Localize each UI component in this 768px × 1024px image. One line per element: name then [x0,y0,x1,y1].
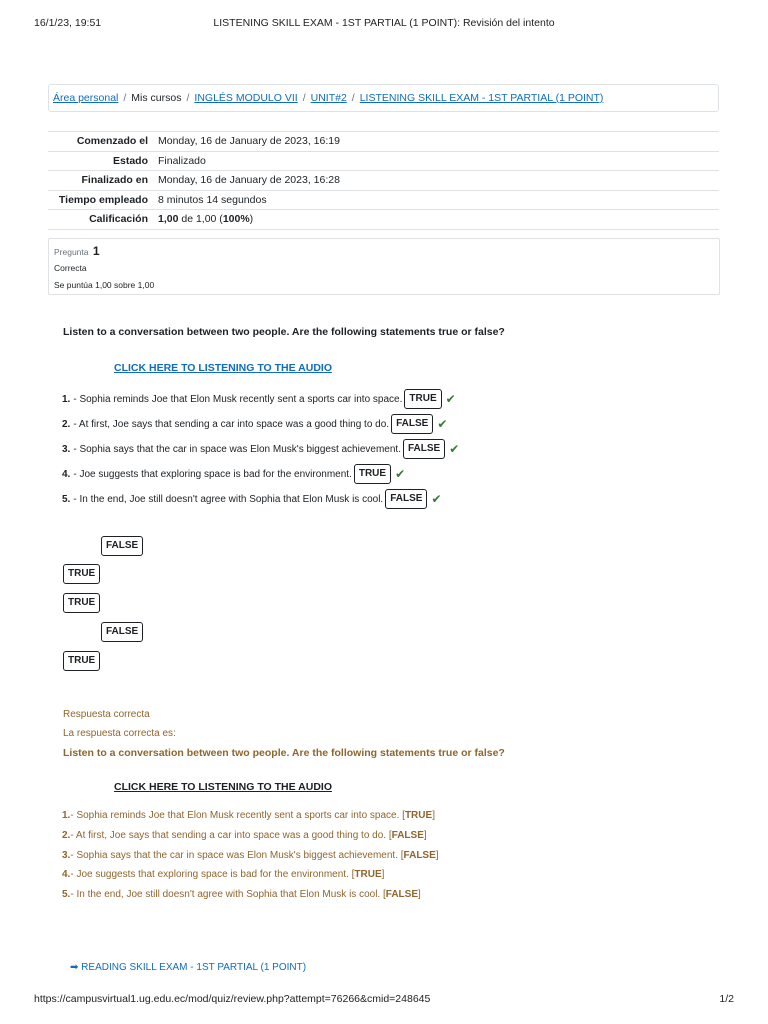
statement-row [62,413,447,435]
statement-number: 2. [62,418,71,430]
question-text: Listen to a conversation between two people. Are the following statements true or false? [63,326,505,338]
summary-label: Finalizado en [48,171,152,191]
feedback-number: 1. [62,810,71,821]
feedback-close: ] [423,830,427,841]
summary-value: Monday, 16 de January de 2023, 16:28 [152,171,719,191]
draggable-choice-false[interactable]: FALSE [101,536,143,556]
question-number [54,244,100,258]
draggable-choice-true[interactable]: TRUE [63,651,100,671]
feedback-text: - Joe suggests that exploring space is bad for the environment. [ [70,869,355,880]
feedback-statement [62,810,435,821]
statement-text: - Sophia reminds Joe that Elon Musk recently sent a sports car into space. [73,393,403,405]
next-activity-link[interactable] [70,962,306,973]
feedback-key: TRUE [354,869,382,880]
breadcrumb-separator: / [302,92,306,104]
breadcrumb-quiz-link[interactable]: LISTENING SKILL EXAM - 1ST PARTIAL (1 POINT) [359,92,604,104]
question-label: Pregunta [54,247,89,257]
grade-percent: 100% [222,213,250,225]
feedback-key: FALSE [403,850,436,861]
statement-row [62,438,459,460]
statement-number: 5. [62,493,71,505]
breadcrumb-course-link[interactable]: INGLÉS MODULO VII [194,92,298,104]
feedback-question-text: Listen to a conversation between two people. Are the following statements true or false? [63,747,505,759]
draggable-choice-true[interactable]: TRUE [63,564,100,584]
summary-row-time-taken [48,190,719,210]
summary-row-completed [48,171,719,191]
statement-text: - At first, Joe says that sending a car into space was a good thing to do. [73,418,390,430]
feedback-text: - In the end, Joe still doesn't agree with Sophia that Elon Musk is cool. [ [70,889,386,900]
feedback-intro: La respuesta correcta es: [63,728,176,739]
statement-number: 4. [62,468,71,480]
feedback-statement [62,869,384,880]
summary-value: Finalizado [152,151,719,171]
statement-row [62,388,456,410]
summary-label: Estado [48,151,152,171]
summary-label: Calificación [48,210,152,230]
question-number-value: 1 [92,244,100,258]
summary-row-started [48,132,719,152]
feedback-close: ] [432,810,435,821]
draggable-choice-false[interactable]: FALSE [101,622,143,642]
summary-row-grade [48,210,719,230]
print-title: LISTENING SKILL EXAM - 1ST PARTIAL (1 POINT): Revisión del intento [213,17,555,29]
check-icon: ✔ [437,417,448,431]
check-icon: ✔ [431,492,442,506]
breadcrumb-separator: / [186,92,190,104]
feedback-close: ] [381,869,385,880]
statement-row [62,463,405,485]
statement-text: - In the end, Joe still doesn't agree with Sophia that Elon Musk is cool. [73,493,384,505]
grade-score: 1,00 [158,213,179,225]
feedback-text: - At first, Joe says that sending a car into space was a good thing to do. [ [70,830,392,841]
draggable-choice-true[interactable]: TRUE [63,593,100,613]
feedback-statement [62,830,427,841]
summary-value: Monday, 16 de January de 2023, 16:19 [152,132,719,152]
feedback-number: 3. [62,850,71,861]
check-icon: ✔ [445,392,456,406]
feedback-number: 4. [62,869,71,880]
statement-text: - Sophia says that the car in space was Elon Musk's biggest achievement. [73,443,401,455]
check-icon: ✔ [449,442,460,456]
question-state: Correcta [54,263,87,273]
feedback-statement [62,889,421,900]
attempt-summary-table [48,131,719,230]
feedback-close: ] [418,889,421,900]
answer-drop-box[interactable]: FALSE [391,414,433,434]
question-info-box [48,238,720,295]
arrow-right-icon: ➡ [70,962,79,973]
statement-row [62,488,442,510]
breadcrumb-home-link[interactable]: Área personal [53,92,119,104]
print-date: 16/1/23, 19:51 [34,17,102,29]
next-activity-label: READING SKILL EXAM - 1ST PARTIAL (1 POINT) [81,962,307,973]
breadcrumb [48,84,719,112]
summary-label: Tiempo empleado [48,190,152,210]
breadcrumb-unit-link[interactable]: UNIT#2 [310,92,347,104]
breadcrumb-separator: / [123,92,127,104]
feedback-close: ] [435,850,439,861]
check-icon: ✔ [395,467,406,481]
print-page-number: 1/2 [719,993,734,1005]
breadcrumb-my-courses: Mis cursos [131,92,182,104]
print-footer [34,993,734,1007]
feedback-key: FALSE [391,830,424,841]
print-header [34,17,734,31]
feedback-audio-link[interactable]: CLICK HERE TO LISTENING TO THE AUDIO [114,781,332,793]
answer-drop-box[interactable]: TRUE [354,464,391,484]
feedback-key: TRUE [404,810,433,821]
summary-grade-value [152,210,719,230]
answer-drop-box[interactable]: TRUE [404,389,441,409]
feedback-correct: Respuesta correcta [63,709,150,720]
print-url: https://campusvirtual1.ug.edu.ec/mod/quiz/review.php?attempt=76266&cmid=248645 [34,993,431,1005]
answer-drop-box[interactable]: FALSE [403,439,445,459]
feedback-key: FALSE [385,889,418,900]
summary-label: Comenzado el [48,132,152,152]
feedback-statement [62,850,439,861]
summary-row-state [48,151,719,171]
breadcrumb-separator: / [351,92,355,104]
question-grade: Se puntúa 1,00 sobre 1,00 [54,280,155,290]
answer-drop-box[interactable]: FALSE [385,489,427,509]
feedback-text: - Sophia reminds Joe that Elon Musk recently sent a sports car into space. [ [70,810,405,821]
feedback-number: 5. [62,889,71,900]
audio-link[interactable]: CLICK HERE TO LISTENING TO THE AUDIO [114,362,332,374]
feedback-text: - Sophia says that the car in space was Elon Musk's biggest achievement. [ [70,850,404,861]
grade-close: ) [249,213,254,225]
statement-number: 1. [62,393,71,405]
feedback-number: 2. [62,830,71,841]
statement-text: - Joe suggests that exploring space is bad for the environment. [73,468,352,480]
statement-number: 3. [62,443,71,455]
summary-value: 8 minutos 14 segundos [152,190,719,210]
grade-of: de 1,00 ( [178,213,223,225]
